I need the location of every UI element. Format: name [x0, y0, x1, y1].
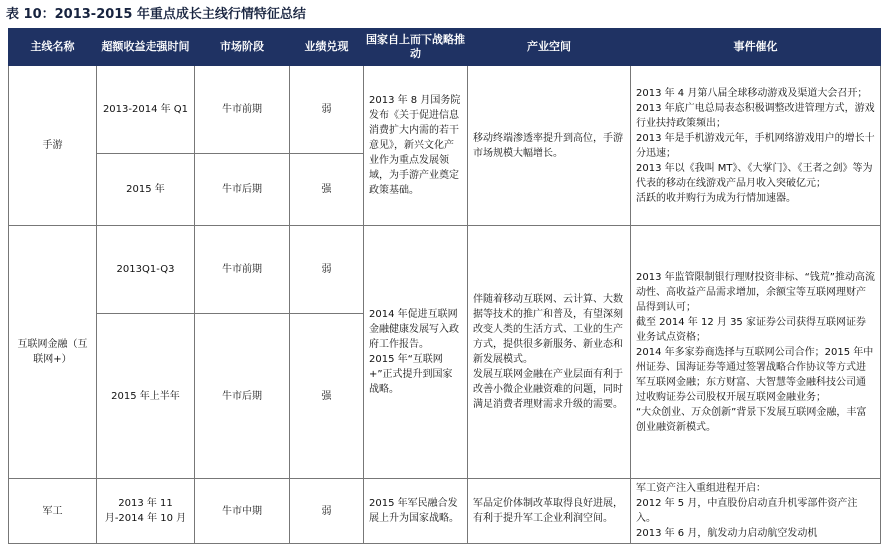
market-stage: 牛市前期 [195, 66, 290, 154]
event-item: 2014 年多家券商选择与互联网公司合作；2015 年中州证券、国海证券等通过签署战略合作协议等方式进军互联网金融；东方财富、大智慧等金融科技公司通过收购证券公司股权开展互联网金融业务； [636, 346, 874, 403]
period-time: 2015 年 [97, 154, 195, 226]
events-cell [631, 479, 881, 544]
market-stage: 牛市中期 [195, 479, 290, 544]
industry-cell [468, 226, 631, 479]
event-item: 2013 年是手机游戏元年，手机网络游戏用户的增长十分迅速； [636, 132, 875, 159]
policy-cell: 2013 年 8 月国务院发布《关于促进信息消费扩大内需的若干意见》，新兴文化产业作为重点发展领域，为手游产业奠定政策基础。 [364, 66, 468, 226]
market-stage: 牛市前期 [195, 226, 290, 314]
event-item: 2013 年 4 月第八届全球移动游戏及渠道大会召开； [636, 87, 868, 99]
performance: 弱 [290, 66, 364, 154]
event-item: 军工资产注入重组进程开启： [636, 483, 766, 494]
period-time: 2013Q1-Q3 [97, 226, 195, 314]
events-cell [631, 66, 881, 226]
industry-item: 发展互联网金融在产业层面有利于改善小微企业融资难的问题，同时满足消费者理财需求升级的需要。 [473, 369, 623, 410]
market-stage: 牛市后期 [195, 154, 290, 226]
event-item: 2013 年 6 月，航发动力启动航空发动机 [636, 528, 818, 539]
period-time: 2013-2014 年 Q1 [97, 66, 195, 154]
events-cell [631, 226, 881, 479]
table-row [9, 66, 881, 154]
header-events: 事件催化 [631, 29, 881, 66]
table-row [9, 226, 881, 314]
policy-item: 2015 年“互联网+”正式提升到国家战略。 [369, 354, 453, 395]
header-performance: 业绩兑现 [290, 29, 364, 66]
event-item: 截至 2014 年 12 月 35 家证券公司获得互联网证券业务试点资格； [636, 316, 866, 343]
theme-name: 军工 [9, 479, 97, 544]
event-item: “大众创业、万众创新”背景下发展互联网金融，丰富创业融资新模式。 [636, 406, 867, 433]
performance: 强 [290, 154, 364, 226]
theme-name: 手游 [9, 66, 97, 226]
header-name: 主线名称 [9, 29, 97, 66]
industry-cell: 军品定价体制改革取得良好进展，有利于提升军工企业利润空间。 [468, 479, 631, 544]
event-item: 2013 年底广电总局表态积极调整改进管理方式，游戏行业扶持政策频出； [636, 102, 875, 129]
table-row [9, 479, 881, 544]
header-stage: 市场阶段 [195, 29, 290, 66]
theme-name: 互联网金融（互联网+） [9, 226, 97, 479]
industry-cell: 移动终端渗透率提升到高位，手游市场规模大幅增长。 [468, 66, 631, 226]
policy-item: 2014 年促进互联网金融健康发展写入政府工作报告。 [369, 309, 459, 350]
event-item: 2013 年监管限制银行理财投资非标、“钱荒”推动高流动性、高收益产品需求增加，余额宝等互联网理财产品得到认可； [636, 271, 875, 313]
market-stage: 牛市后期 [195, 314, 290, 479]
event-item: 2012 年 5 月，中直股份启动直升机零部件资产注入。 [636, 498, 858, 524]
table-title: 表 10：2013-2015 年重点成长主线行情特征总结 [6, 7, 306, 22]
performance: 强 [290, 314, 364, 479]
policy-cell: 2015 年军民融合发展上升为国家战略。 [364, 479, 468, 544]
header-industry: 产业空间 [468, 29, 631, 66]
period-time: 2015 年上半年 [97, 314, 195, 479]
policy-cell [364, 226, 468, 479]
period-time: 2013 年 11 月-2014 年 10 月 [97, 479, 195, 544]
performance: 弱 [290, 226, 364, 314]
event-item: 2013 年以《我叫 MT》、《大掌门》、《王者之剑》等为代表的移动在线游戏产品月收入突破亿元； [636, 162, 873, 189]
event-item: 活跃的收并购行为成为行情加速器。 [636, 192, 796, 204]
header-policy: 国家自上而下战略推动 [364, 29, 468, 66]
summary-table [8, 28, 881, 544]
header-time: 超额收益走强时间 [97, 29, 195, 66]
header-row [9, 29, 881, 66]
performance: 弱 [290, 479, 364, 544]
industry-item: 伴随着移动互联网、云计算、大数据等技术的推广和普及，有望深刻改变人类的生活方式、工业的生产方式，提供很多新服务、新业态和新发展模式。 [473, 294, 623, 365]
